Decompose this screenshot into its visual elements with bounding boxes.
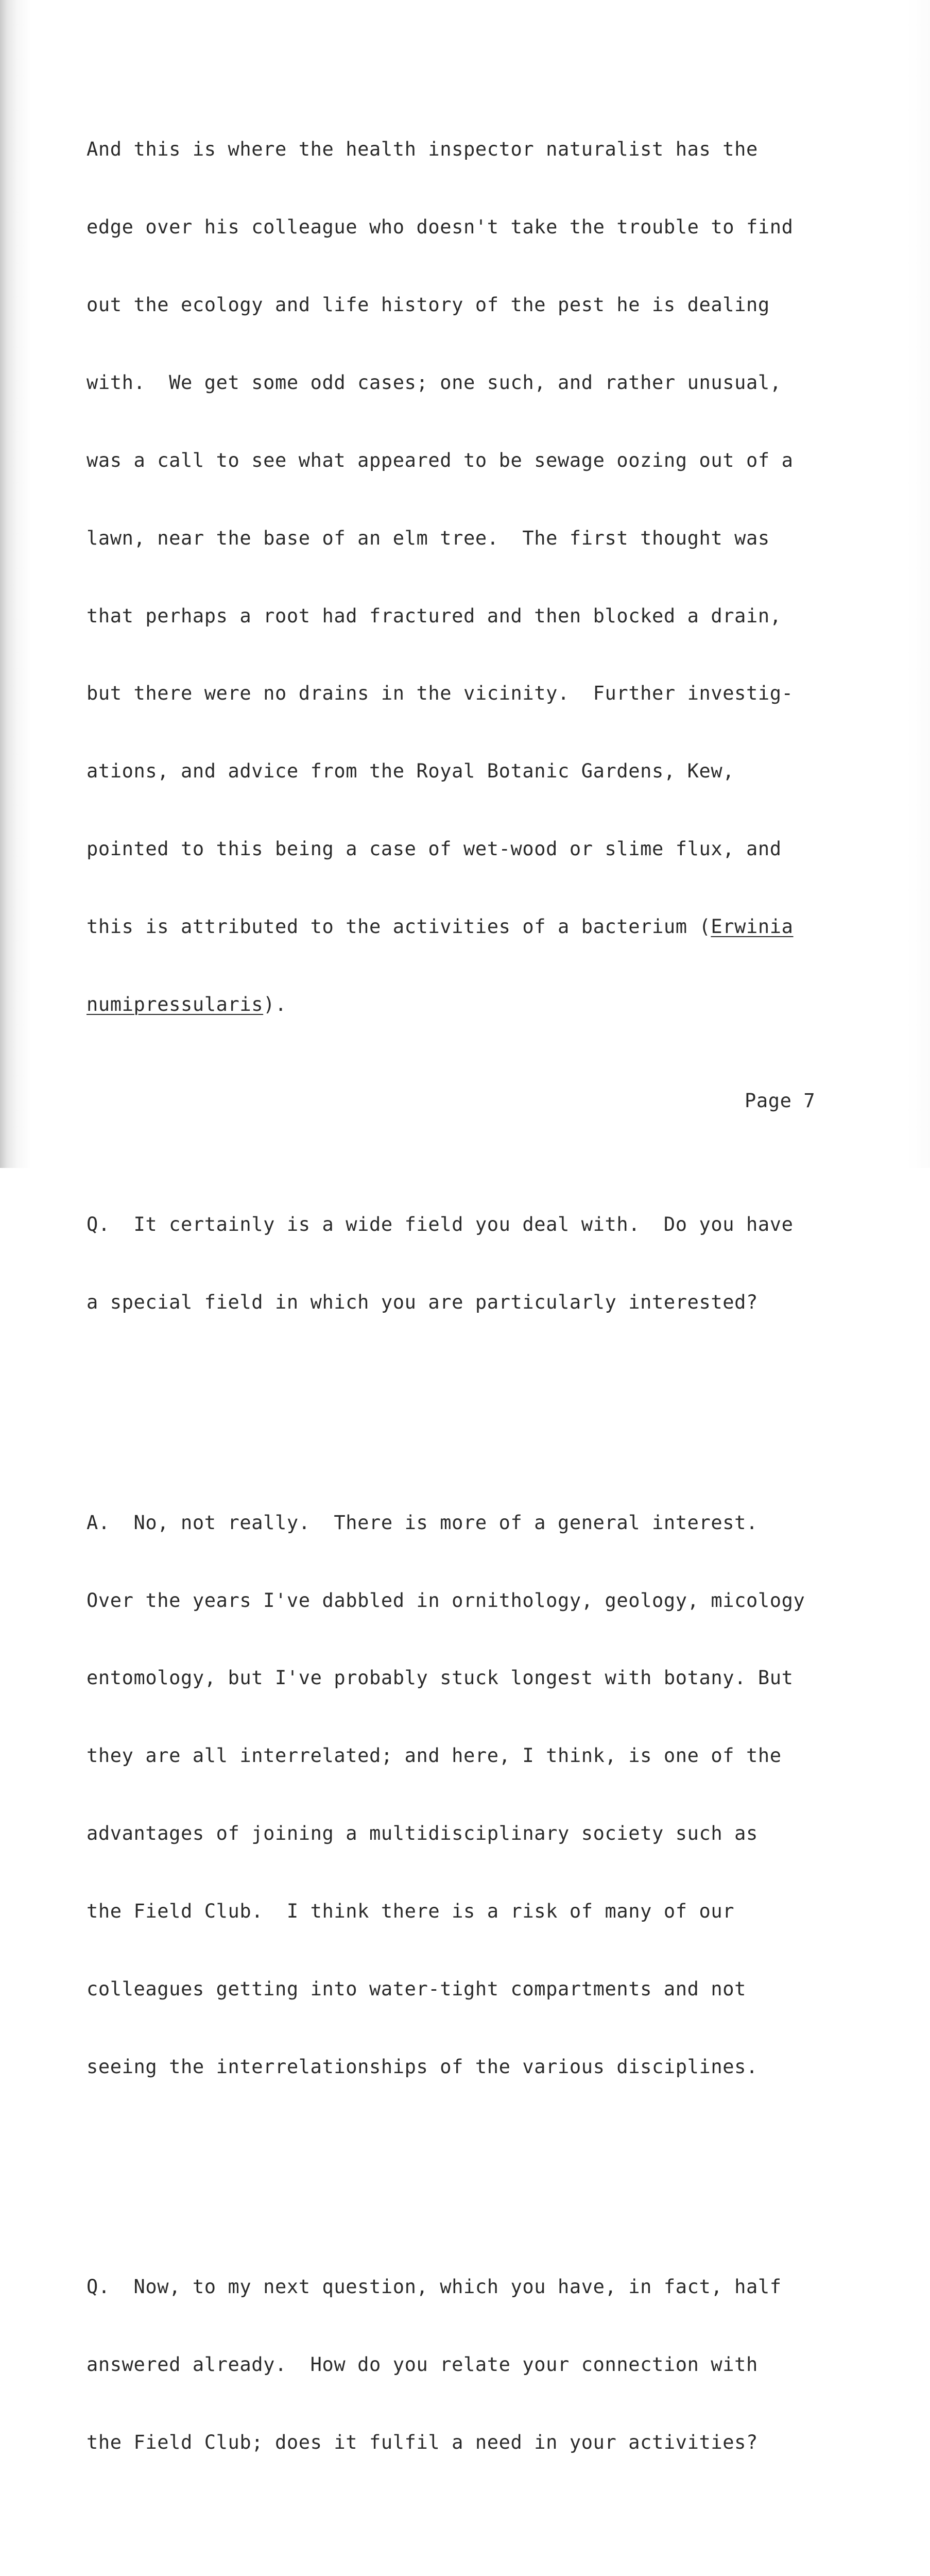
- text-line: And this is where the health inspector naturalist has the: [87, 138, 758, 161]
- text-line: the Field Club. I think there is a risk of many of our: [87, 1900, 735, 1923]
- text-line: Q. It certainly is a wide field you deal with. Do you have: [87, 1213, 794, 1236]
- text-line: Q. Now, to my next question, which you have, in fact, half: [87, 2276, 782, 2298]
- text-fragment: ).: [263, 993, 287, 1015]
- text-line: Over the years I've dabbled in ornithology, geology, micology: [87, 1589, 805, 1612]
- text-line: advantages of joining a multidisciplinary society such as: [87, 1822, 758, 1845]
- text-line: entomology, but I've probably stuck longest with botany. But: [87, 1667, 794, 1689]
- text-fragment: this is attributed to the activities of a bacterium (: [87, 916, 711, 938]
- text-line: colleagues getting into water-tight compartments and not: [87, 1977, 747, 2000]
- text-line: out the ecology and life history of the pest he is dealing: [87, 293, 770, 316]
- text-line: seeing the interrelationships of the various disciplines.: [87, 2055, 758, 2078]
- text-line: pointed to this being a case of wet-wood or slime flux, and: [87, 838, 782, 860]
- text-line: [87, 914, 890, 940]
- text-line: [87, 992, 890, 1018]
- species-name-epithet: numipressularis: [87, 993, 264, 1015]
- text-line: edge over his colleague who doesn't take the trouble to find: [87, 216, 794, 239]
- text-line: ations, and advice from the Royal Botanic Gardens, Kew,: [87, 760, 735, 783]
- body-text: [87, 33, 890, 2576]
- paragraph-ecology: [87, 85, 890, 1070]
- text-line: they are all interrelated; and here, I think, is one of the: [87, 1744, 782, 1767]
- text-line: that perhaps a root had fractured and then blocked a drain,: [87, 604, 782, 627]
- text-line: was a call to see what appeared to be sewage oozing out of a: [87, 449, 794, 471]
- text-line: A. No, not really. There is more of a general interest.: [87, 1511, 758, 1534]
- question-wide-field: [87, 1160, 890, 1367]
- species-name-genus: Erwinia: [711, 916, 794, 938]
- page-number: Page 7: [745, 1090, 816, 1112]
- question-field-club: [87, 2223, 890, 2507]
- answer-general-interest: [87, 1458, 890, 2132]
- text-line: a special field in which you are particularly interested?: [87, 1291, 758, 1314]
- text-line: answered already. How do you relate your connection with: [87, 2353, 758, 2376]
- text-line: but there were no drains in the vicinity. Further investig-: [87, 682, 794, 705]
- text-line: the Field Club; does it fulfil a need in your activities?: [87, 2431, 758, 2454]
- text-line: with. We get some odd cases; one such, and rather unusual,: [87, 371, 782, 394]
- text-line: lawn, near the base of an elm tree. The first thought was: [87, 527, 770, 549]
